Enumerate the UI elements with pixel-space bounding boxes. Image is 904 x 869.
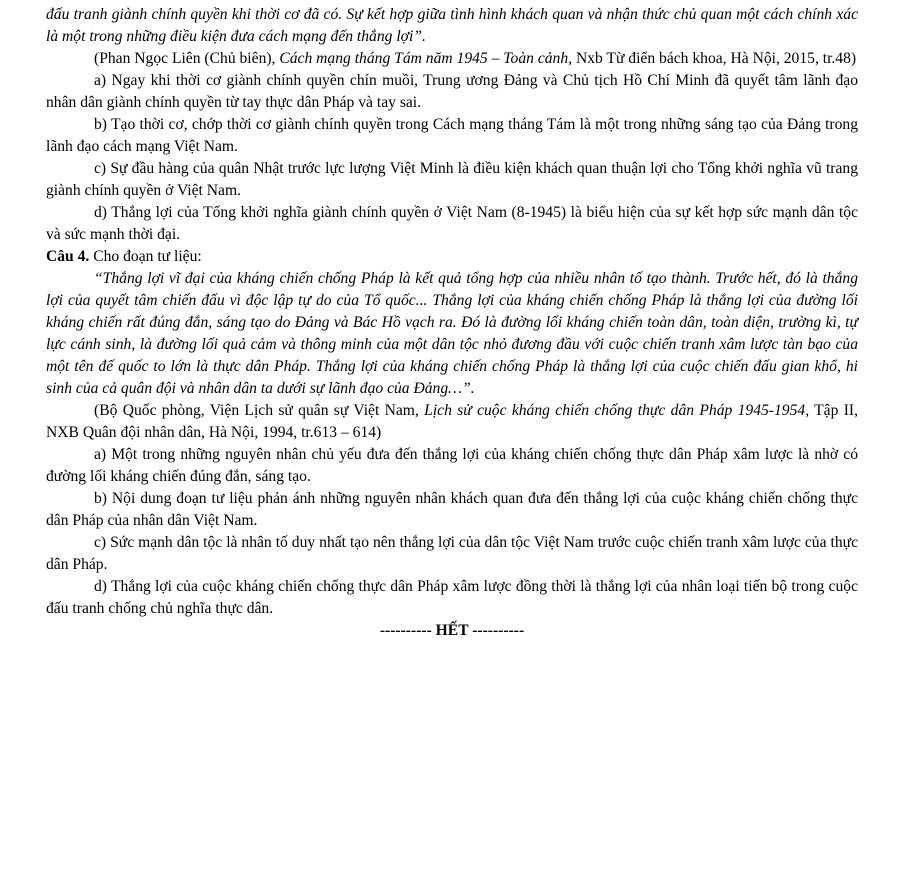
q3-statement-b: b) Tạo thời cơ, chớp thời cơ giành chính quyền trong Cách mạng tháng Tám là một trong những sáng tạo của Đảng trong lãnh đạo cách mạng Việt Nam. (46, 116, 858, 155)
question-4-label: Câu 4. (46, 248, 90, 265)
q3-statement-a: a) Ngay khi thời cơ giành chính quyền chín muồi, Trung ương Đảng và Chủ tịch Hồ Chí Minh đã quyết tâm lãnh đạo nhân dân giành chính quyền từ tay thực dân Pháp và tay sai. (46, 72, 858, 111)
question-4-heading (46, 246, 858, 268)
question-4-prompt: Cho đoạn tư liệu: (89, 248, 202, 265)
source-1-suffix: Nxb Từ điển bách khoa, Hà Nội, 2015, tr.48) (572, 50, 857, 67)
q4-statement-c: c) Sức mạnh dân tộc là nhân tố duy nhất tạo nên thắng lợi của dân tộc Việt Nam trước cuộc chiến tranh xâm lược của thực dân Pháp. (46, 534, 858, 573)
source-2-title: Lịch sử cuộc kháng chiến chống thực dân Pháp 1945-1954, (424, 402, 810, 419)
q4-statement-a: a) Một trong những nguyên nhân chủ yếu đưa đến thắng lợi của kháng chiến chống thực dân Pháp xâm lược là nhờ có đường lối kháng chiến đúng đắn, sáng tạo. (46, 446, 858, 485)
quote-continuation: đấu tranh giành chính quyền khi thời cơ đã có. Sự kết hợp giữa tình hình khách quan và nhận thức chủ quan một cách chính xác là một trong những điều kiện đưa cách mạng đến thắng lợi”. (46, 6, 858, 45)
q3-statement-c: c) Sự đầu hàng của quân Nhật trước lực lượng Việt Minh là điều kiện khách quan thuận lợi cho Tổng khởi nghĩa vũ trang giành chính quyền ở Việt Nam. (46, 160, 858, 199)
q4-statement-b: b) Nội dung đoạn tư liệu phản ánh những nguyên nhân khách quan đưa đến thắng lợi của cuộc kháng chiến chống thực dân Pháp của nhân dân Việt Nam. (46, 490, 858, 529)
q3-statement-d: d) Thắng lợi của Tổng khởi nghĩa giành chính quyền ở Việt Nam (8-1945) là biểu hiện của sự kết hợp sức mạnh dân tộc và sức mạnh thời đại. (46, 204, 858, 243)
q4-statement-d: d) Thắng lợi của cuộc kháng chiến chống thực dân Pháp xâm lược đồng thời là thắng lợi của nhân loại tiến bộ trong cuộc đấu tranh chống chủ nghĩa thực dân. (46, 578, 858, 617)
q4-quote: “Thắng lợi vĩ đại của kháng chiến chống Pháp là kết quả tổng hợp của nhiều nhân tố tạo thành. Trước hết, đó là thắng lợi của quyết tâm chiến đấu vì độc lập tự do của Tổ quốc... Thắng lợi của kháng chiến chống Pháp là thắng lợi của đường lối kháng chiến rất đúng đắn, sáng tạo do Đảng và Bác Hồ vạch ra. Đó là đường lối kháng chiến toàn dân, toàn diện, trường kì, tự lực cánh sinh, là đường lối quả cảm và thông minh của một dân tộc nhỏ đương đầu với cuộc chiến tranh xâm lược tàn bạo của một tên đế quốc to lớn là thực dân Pháp. Thắng lợi của kháng chiến chống Pháp là thắng lợi của cuộc chiến đấu gian khổ, hi sinh của cả quân đội và nhân dân ta dưới sự lãnh đạo của Đảng…”. (46, 270, 858, 397)
source-1-prefix: (Phan Ngọc Liên (Chủ biên), (94, 50, 280, 67)
source-2-suffix: Tập II, NXB Quân đội nhân dân, Hà Nội, 1994, tr.613 – 614) (46, 402, 858, 441)
end-marker: ---------- HẾT ---------- (379, 622, 525, 639)
source-1-title: Cách mạng tháng Tám năm 1945 – Toàn cảnh, (279, 50, 573, 67)
source-citation-1 (46, 48, 858, 70)
source-2-prefix: (Bộ Quốc phòng, Viện Lịch sử quân sự Việt Nam, (94, 402, 425, 419)
source-citation-2 (46, 400, 858, 444)
